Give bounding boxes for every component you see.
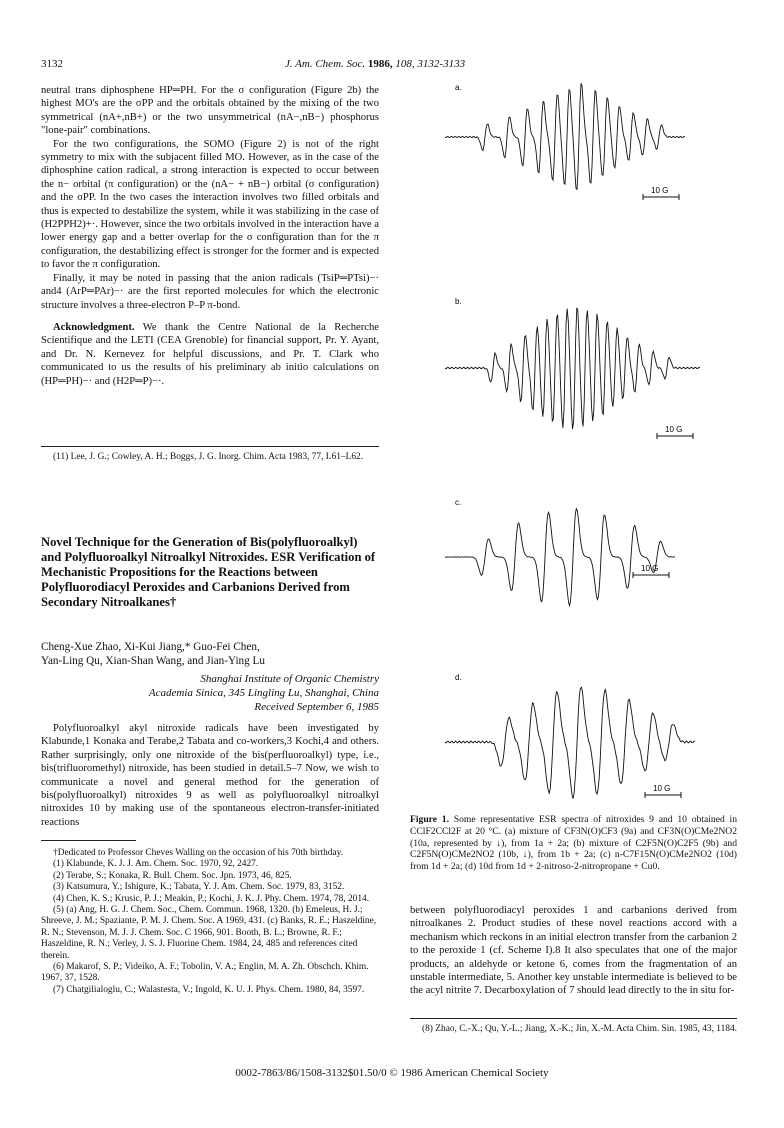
page-footer: 0002-7863/86/1508-3132$01.50/0 © 1986 American Chemical Society (235, 1067, 549, 1079)
page-number: 3132 (41, 58, 63, 70)
esr-spectrum-c (445, 497, 705, 615)
esr-spectrum-b (445, 268, 715, 438)
panel-label: c. (455, 498, 462, 507)
figure-caption: Figure 1. Some representative ESR spectra of nitroxides 9 and 10 obtained in CClF2CCl2F at 20 °C. (a) mixture of CF3N(O)CF3 (9a) and CF3N(O)CMe2NO2 (10a, represented by ↓), from 1a + 2a; (b) mixture of C2F5N(O)C2F5 (9b) and C2F5N(O)CMe2NO2 (10b, ↓), from 1b + 2a; (c) n-C7F15N(O)CMe2NO2 (10d) from 1d + 2a; (d) 10d from 1d + 2-nitroso-2-nitropropane + Cu0. (410, 814, 737, 873)
footnote-item: (5) (a) Ang, H. G. J. Chem. Soc., Chem. Commun. 1968, 1320. (b) Emeleus, H. J.; Shreeve, J. M.; Spaziante, P. M. J. Chem. Soc. A 1969, 431. (c) Banks, R. E.; Haszeldine, R. N.; Stevenson, M. J. J. Chem. Soc. C 1966, 901. Booth, B. L.; Browne, R. F.; Haszeldine, R. N.; Verley, J. S. J. Fluorine Chem. 1984, 24, 485 and references cited therein. (41, 905, 377, 961)
spectrum-trace (445, 83, 685, 189)
affiliation: Shanghai Institute of Organic Chemistry Academia Sinica, 345 Lingling Lu, Shanghai, China Received September 6, 1985 (41, 672, 379, 714)
previous-article-text (41, 84, 379, 388)
running-header (0, 58, 784, 74)
paragraph: neutral trans diphosphene HP═PH. For the σ configuration (Figure 2b) the highest MO's are the σPP and the orbitals obtained by the mixing of the two symmetrical (nA+,nB+) or the two unsymmetrical (nA−,nB−) phosphorus "lone-pair" combinations. (41, 85, 379, 137)
footnote-item: (4) Chen, K. S.; Krusic, P. J.; Meakin, P.; Kochi, J. K. J. Phy. Chem. 1974, 78, 2014. (53, 893, 370, 904)
esr-spectrum-a (445, 82, 705, 200)
paragraph: Finally, it may be noted in passing that the anion radicals (TsiP═PTsi)−· and4 (ArP═PAr)−· are the first reported molecules for which the electronic structure involves a three-electron P–P π-bond. (41, 272, 379, 311)
journal-citation: J. Am. Chem. Soc. 1986, 108, 3132-3133 (285, 58, 466, 70)
body-right: between polyfluorodiacyl peroxides 1 and carbanions derived from nitroalkanes 2. Product studies of these novel reactions accord with a mechanism which reckons in an initial electron transfer from the carbanion 2 to the peroxide 1 (cf. Scheme I).8 It also speculates that one of the major products, an aldehyde or ketone 6, comes from the fragmentation of an unstable intermediate, 5. Another key unstable intermediate is believed to be the acyl nitrite 7. Decarboxylation of 7 should lead directly to the in situ for- (410, 905, 737, 997)
footnote-item: (1) Klabunde, K. J. J. Am. Chem. Soc. 1970, 92, 2427. (53, 859, 259, 870)
footnote-item: (3) Katsumura, Y.; Ishigure, K.; Tabata, Y. J. Am. Chem. Soc. 1979, 83, 3152. (53, 882, 345, 893)
footnote-item: †Dedicated to Professor Cheves Walling on the occasion of his 70th birthday. (53, 848, 344, 858)
scale-label: 10 G (651, 186, 669, 195)
footnote-8: (8) Zhao, C.-X.; Qu, Y.-L.; Jiang, X.-K.; Jin, X.-M. Acta Chim. Sin. 1985, 43, 1184. (422, 1024, 737, 1034)
footnote-divider (41, 840, 136, 841)
panel-label: a. (455, 83, 462, 92)
body-left: Polyfluoroalkyl akyl nitroxide radicals have been investigated by Klabunde,1 Konaka and Terabe,2 Tabata and co-workers,3 Kochi,4 and others. Rather surprisingly, only one nitroxide of the bis(perfluoroalkyl) type, i.e., bis(trifluoromethyl) nitroxide, has been studied in detail.5–7 Now, we wish to communicate a novel and general method for the generation of bis(polyfluoroalkyl) nitroxides 9 as well as polyfluoroalkyl nitroalkyl nitroxides 10 by making use of the spontaneous electron-transfer-initiated reactions (41, 723, 379, 828)
esr-spectrum-d (445, 668, 715, 798)
scale-label: 10 G (653, 784, 671, 793)
spectrum-trace (445, 308, 700, 429)
received-date: Received September 6, 1985 (254, 701, 379, 713)
spectrum-trace (445, 509, 675, 606)
paragraph: For the two configurations, the SOMO (Figure 2) is not of the right symmetry to mix with the subjacent filled MO. However, as in the case of the diphosphine cation radical, a strong interaction is expected to occur between the n− orbital (π configuration) or the (nA− + nB−) orbital (σ configuration) and the σPP. In the two cases the interaction involves two filled orbitals and thus is expected to destabilize the system, while it was stabilizing in the case of (H2PPH2)+·. However, since the two orbitals involved in the interaction have a lower energy gap and a better overlap for the σ configuration than for the π configuration, the destabilizing effect is stronger for the former and is expected to favor the π configuration. (41, 138, 379, 271)
scale-label: 10 G (665, 425, 683, 434)
footnote-item: (6) Makarof, S. P.; Videiko, A. F.; Tobolin, V. A.; Englin, M. A. Zh. Obschch. Khim. 1967, 37, 1528. (41, 962, 369, 984)
footnote-item: (7) Chatgilialoglu, C.; Walastesta, V.; Ingold, K. U. J. Phys. Chem. 1980, 84, 3597. (53, 984, 365, 995)
panel-label: b. (455, 297, 462, 306)
reference-11: (11) Lee, J. G.; Cowley, A. H.; Boggs, J. G. Inorg. Chim. Acta 1983, 77, L61–L62. (53, 452, 364, 462)
footnote-divider-right (410, 1018, 737, 1019)
divider (41, 446, 379, 447)
panel-label: d. (455, 673, 462, 682)
spectrum-trace (445, 687, 695, 798)
footnotes-left (41, 848, 379, 996)
article-title: Novel Technique for the Generation of Bis(polyfluoroalkyl) and Polyfluoroalkyl Nitroalkyl Nitroxides. ESR Verification of Mechanistic Propositions for the Reactions between Polyfluorodiacyl Peroxides and Carbanions Derived from Secondary Nitroalkanes† (41, 535, 376, 609)
footnote-item: (2) Terabe, S.; Konaka, R. Bull. Chem. Soc. Jpn. 1973, 46, 825. (53, 870, 292, 881)
acknowledgment: Acknowledgment. We thank the Centre National de la Recherche Scientifique and the LETI (CEA Grenoble) for financial support, Pr. Y. Ayant, and Dr. N. Kernevez for helpful discussions, and Pr. T. Clark who communicated to us the results of his preliminary ab initio calculations on (HP═PH)−· and (H2P═P)−·. (41, 321, 379, 387)
author-list: Cheng-Xue Zhao, Xi-Kui Jiang,* Guo-Fei Chen, Yan-Ling Qu, Xian-Shan Wang, and Jian-Ying Lu (41, 641, 265, 667)
scale-label: 10 G (641, 564, 659, 573)
